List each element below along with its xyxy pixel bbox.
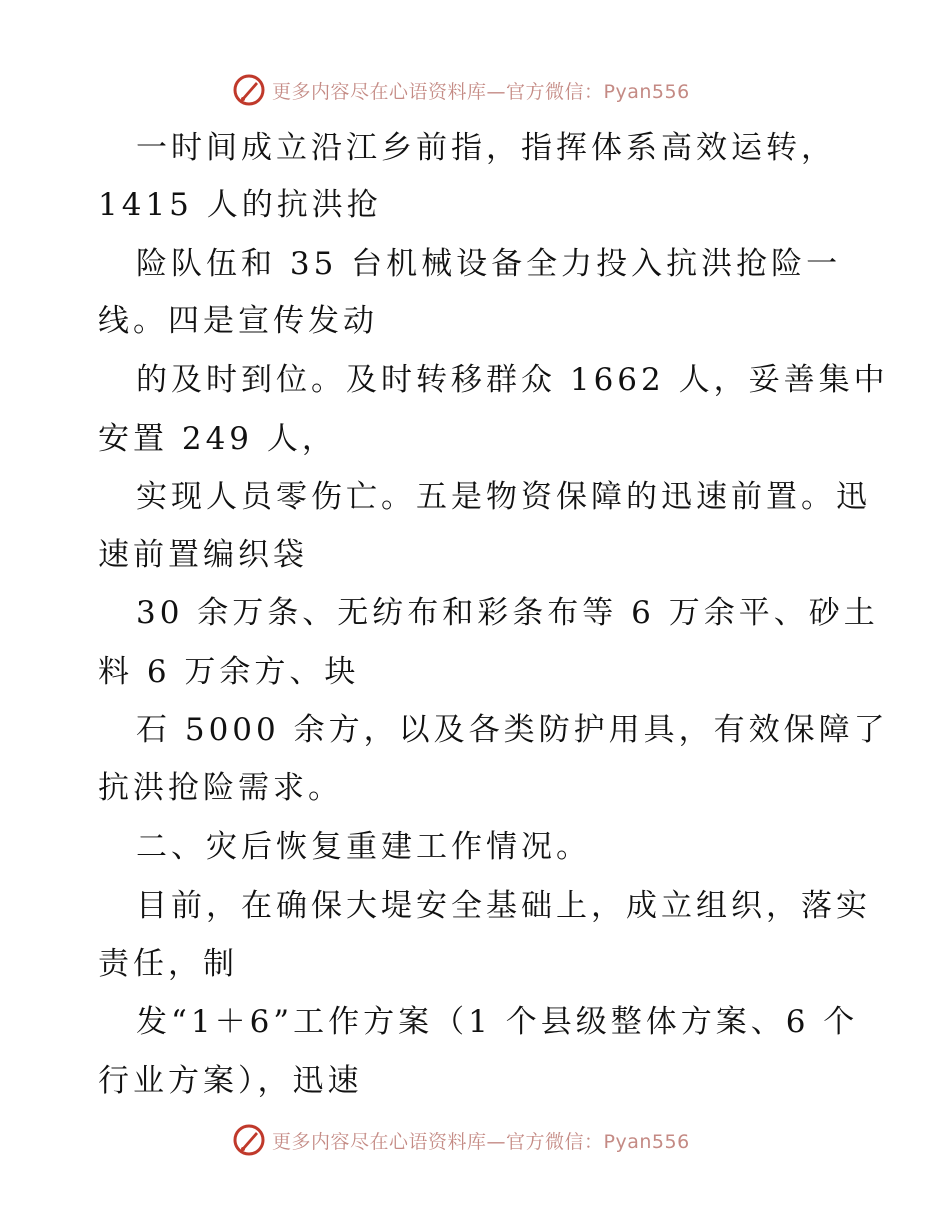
watermark-text: 更多内容尽在心语资料库—官方微信：Pyan556 [272, 80, 690, 103]
text-line: 责任，制 [98, 946, 238, 982]
watermark-footer [232, 1122, 752, 1158]
text-line: 1415 人的抗洪抢 [98, 187, 382, 223]
text-line: 线。四是宣传发动 [98, 303, 378, 339]
text-line: 行业方案），迅速 [98, 1063, 363, 1099]
text-line: 30 余万条、无纺布和彩条布等 6 万余平、砂土 [136, 595, 879, 631]
pen-nib-circle-icon [232, 1123, 266, 1157]
text-line: 安置 249 人， [98, 421, 337, 457]
text-line: 料 6 万余方、块 [98, 654, 360, 690]
text-line: 石 5000 余方，以及各类防护用具，有效保障了 [136, 712, 889, 748]
pen-nib-circle-icon [232, 73, 266, 107]
text-line: 发“1＋6”工作方案（1 个县级整体方案、6 个 [136, 1004, 859, 1040]
section-heading: 二、灾后恢复重建工作情况。 [136, 829, 591, 865]
text-line: 速前置编织袋 [98, 537, 308, 573]
watermark-text: 更多内容尽在心语资料库—官方微信：Pyan556 [272, 1130, 690, 1153]
text-line: 目前，在确保大堤安全基础上，成立组织，落实 [136, 888, 871, 924]
text-line: 的及时到位。及时转移群众 1662 人，妥善集中 [136, 362, 889, 398]
watermark-header [232, 72, 752, 108]
text-line: 险队伍和 35 台机械设备全力投入抗洪抢险一 [136, 246, 842, 282]
text-line: 一时间成立沿江乡前指，指挥体系高效运转， [136, 130, 836, 166]
text-line: 实现人员零伤亡。五是物资保障的迅速前置。迅 [136, 479, 871, 515]
text-line: 抗洪抢险需求。 [98, 770, 343, 806]
